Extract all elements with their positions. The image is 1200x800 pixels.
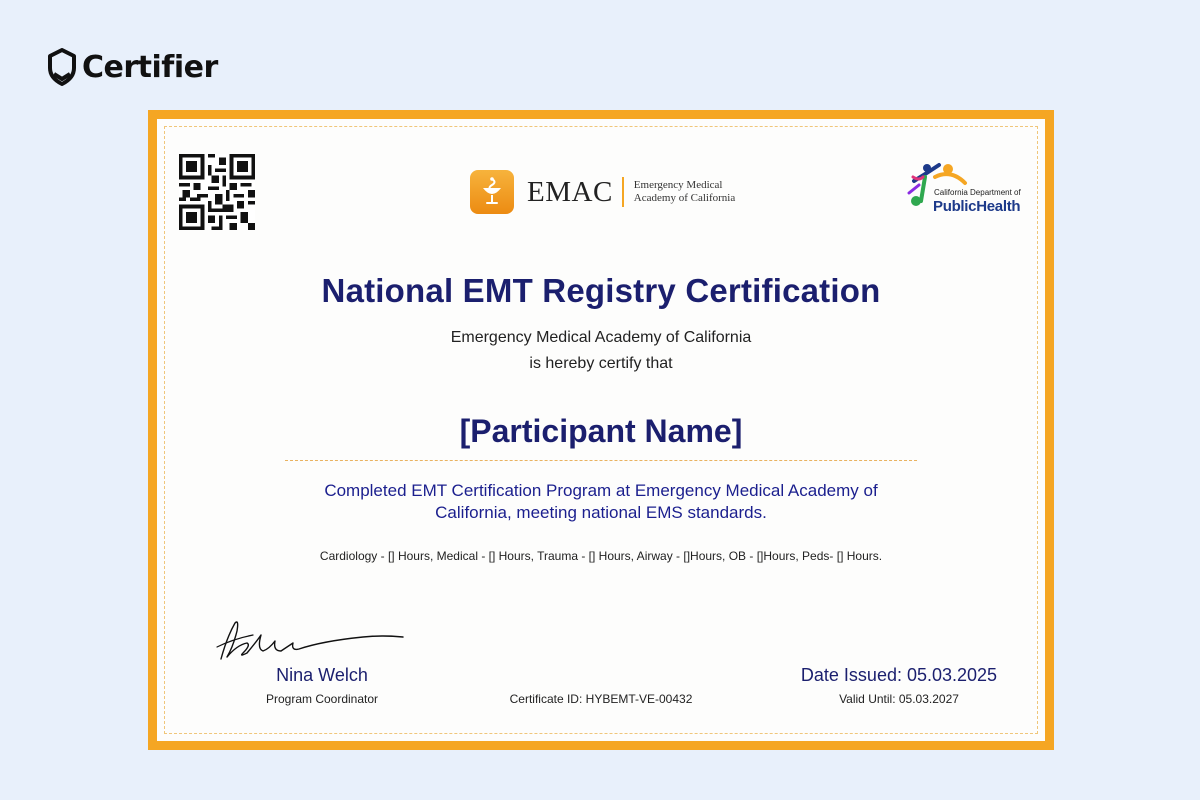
signer-role: Program Coordinator xyxy=(265,692,379,706)
emac-logo xyxy=(470,170,735,214)
qr-code-icon[interactable] xyxy=(179,154,255,230)
shield-check-icon xyxy=(48,48,76,86)
valid-until-value: 05.03.2027 xyxy=(898,692,959,706)
cdph-wordmark: PublicHealth xyxy=(933,198,1021,215)
certificate-body xyxy=(157,119,1045,741)
brand-name: Certifier xyxy=(82,49,218,85)
emac-wordmark: EMAC xyxy=(527,175,613,208)
date-issued-value: 05.03.2025 xyxy=(906,665,998,685)
certificate xyxy=(148,110,1054,750)
valid-until xyxy=(769,692,1029,706)
participant-name: [Participant Name] xyxy=(459,413,743,449)
certify-statement: is hereby certify that xyxy=(529,355,673,372)
cdph-department-label: California Department of xyxy=(934,188,1021,197)
issuer-name: Emergency Medical Academy of California xyxy=(450,329,752,346)
certificate-description: Completed EMT Certification Program at Emergency Medical Academy of California, meeting national EMS standards. xyxy=(324,481,878,522)
emac-full-name-line2: Academy of California xyxy=(633,192,736,204)
valid-until-label: Valid Until: xyxy=(839,692,896,706)
emac-full-name-line1: Emergency Medical xyxy=(633,179,723,191)
emac-divider xyxy=(622,177,624,207)
cdph-logo xyxy=(899,155,1029,235)
signer-name: Nina Welch xyxy=(276,665,368,685)
training-hours: Cardiology - [] Hours, Medical - [] Hours, Trauma - [] Hours, Airway - []Hours, OB - []Hours, Peds- [] Hours. xyxy=(319,549,883,563)
certificate-title: National EMT Registry Certification xyxy=(321,272,881,309)
certificate-id-label: Certificate ID: xyxy=(509,692,583,706)
handwritten-signature xyxy=(213,617,413,667)
name-underline xyxy=(285,460,917,461)
bowl-of-hygieia-icon xyxy=(470,170,514,214)
emac-full-name xyxy=(634,179,735,205)
date-issued xyxy=(769,665,1029,686)
date-issued-label: Date Issued: xyxy=(800,665,902,685)
certificate-id-value: HYBEMT-VE-00432 xyxy=(585,692,693,706)
certifier-brand[interactable] xyxy=(48,48,218,86)
